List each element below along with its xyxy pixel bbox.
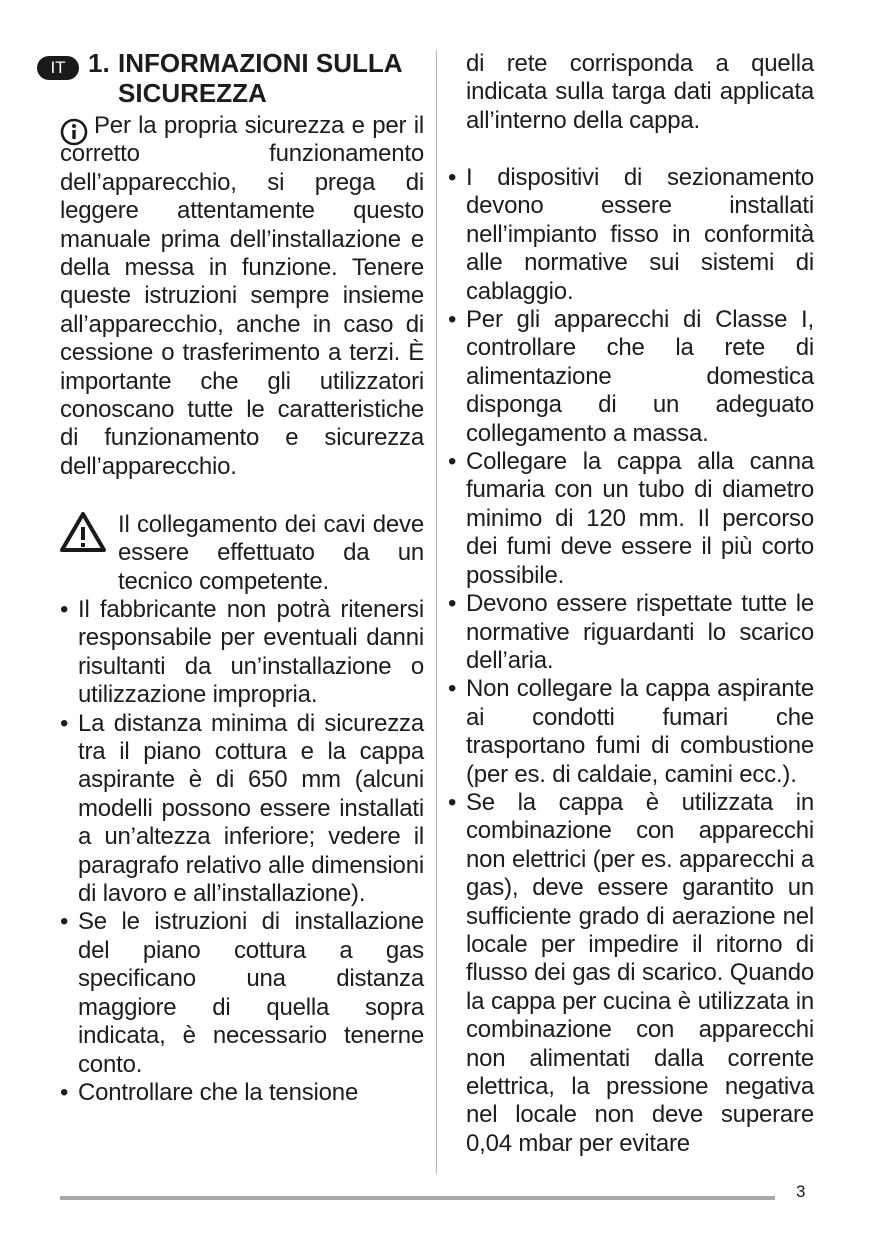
list-item: • Controllare che la tensione <box>60 1078 359 1106</box>
page-number: 3 <box>796 1182 806 1201</box>
section-number: 1. <box>88 48 110 78</box>
list-item: • I dispositivi di sezionamento devono essere installati nell’impianto fisso in conformità alle normative sui sistemi di cablaggio. <box>448 164 814 305</box>
warning-text: Il collegamento dei cavi deve essere effettuato da un tecnico competente. <box>118 511 424 595</box>
list-item: • Per gli apparecchi di Classe I, controllare che la rete di alimentazione domestica disponga di un adeguato collegamento a massa. <box>448 306 814 447</box>
footer-rule <box>60 1196 775 1200</box>
list-item: • Se le istruzioni di installazione del piano cottura a gas specificano una distanza maggiore di quella sopra indicata, è necessario tenerne conto. <box>60 908 424 1078</box>
intro-paragraph: Per la propria sicurezza e per il corretto funzionamento dell’apparecchio, si prega di leggere attentamente questo manuale prima dell’installazione e della messa in funzione. Tenere queste istruzioni sempre insieme all’apparecchio, anche in caso di cessione o trasferimento a terzi. È importante che gli utilizzatori conoscano tutte le caratteristiche di funzionamento e sicurezza dell’apparecchio. <box>60 112 424 480</box>
page-title: INFORMAZIONI SULLA SICUREZZA <box>118 48 402 108</box>
right-bullet-list <box>448 164 814 1158</box>
column-divider <box>436 50 437 1174</box>
list-item: • La distanza minima di sicurezza tra il piano cottura e la cappa aspirante è di 650 mm (alcuni modelli possono essere installati a un’altezza inferiore; vedere il paragrafo relativo alle dimensioni di lavoro e all’installazione). <box>60 709 424 908</box>
list-item: • Il fabbricante non potrà ritenersi responsabile per eventuali danni risultanti da un’installazione o utilizzazione impropria. <box>60 596 424 709</box>
continuation-text: di rete corrisponda a quella indicata sulla targa dati applicata all’interno della cappa. <box>466 50 814 134</box>
list-item: • Collegare la cappa alla canna fumaria con un tubo di diametro minimo di 120 mm. Il percorso dei fumi deve essere il più corto possibile. <box>448 448 814 589</box>
language-badge: IT <box>37 56 79 80</box>
left-bullet-list <box>60 596 424 1107</box>
list-item: • Se la cappa è utilizzata in combinazione con apparecchi non elettrici (per es. apparecchi a gas), deve essere garantito un sufficiente grado di aerazione nel locale per impedire il ritorno di flusso dei gas di scarico. Quando la cappa per cucina è utilizzata in combinazione con apparecchi non alimentati dalla corrente elettrica, la pressione negativa nel locale non deve superare 0,04 mbar per evitare <box>448 788 814 1157</box>
list-item: • Devono essere rispettate tutte le normative riguardanti lo scarico dell’aria. <box>448 590 814 674</box>
list-item: • Non collegare la cappa aspirante ai condotti fumari che trasportano fumi di combustione (per es. di caldaie, camini ecc.). <box>448 675 814 788</box>
warning-triangle-icon <box>58 510 108 554</box>
